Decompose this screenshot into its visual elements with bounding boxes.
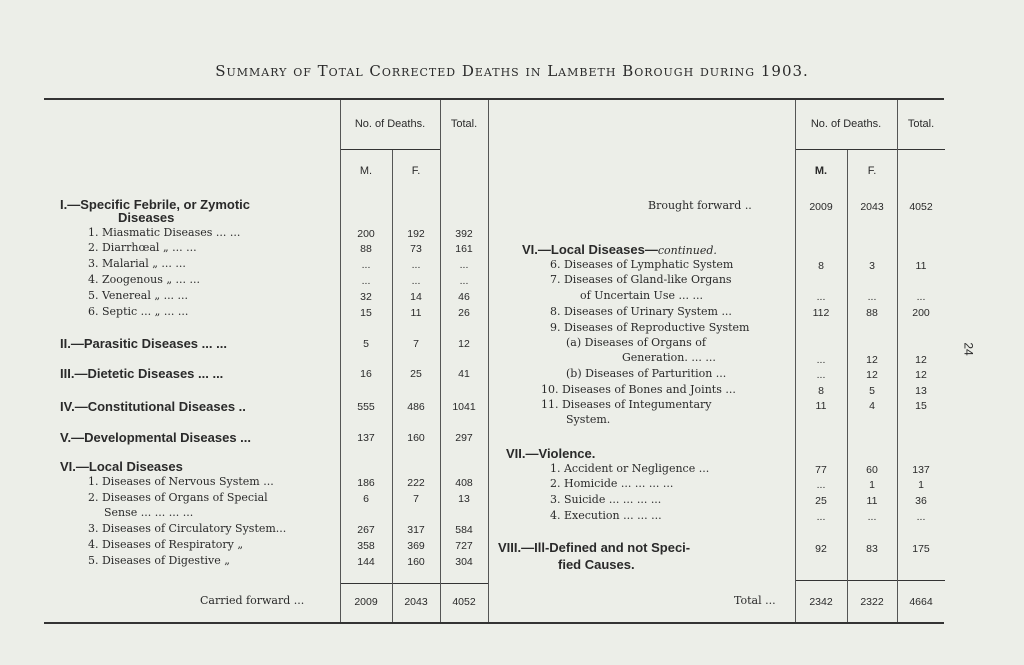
cell-total: 137	[912, 464, 930, 476]
right-row-label: fied Causes.	[558, 557, 635, 572]
cell-f: 60	[866, 464, 878, 476]
header-male-right: M.	[814, 165, 828, 177]
cell-m: 112	[812, 307, 830, 319]
cell-f: 160	[407, 432, 425, 444]
right-row-label: 3. Suicide ... ... ... ...	[550, 493, 662, 506]
cell-m: ...	[816, 291, 826, 303]
cell-total: 392	[455, 228, 473, 240]
cell-f: 160	[407, 556, 425, 568]
cell-f: ...	[867, 291, 877, 303]
right-row-label: 11. Diseases of Integumentary	[541, 398, 712, 411]
cell-m: ...	[361, 259, 371, 271]
cell-f: 12	[866, 354, 878, 366]
left-row-label: 3. Malarial „ ... ...	[88, 257, 186, 270]
cell-total: 12	[915, 369, 927, 381]
header-no-of-deaths: No. of Deaths.	[354, 118, 426, 130]
cell-m: 6	[363, 493, 369, 505]
right-header-rule	[795, 149, 945, 150]
left-row-label: Carried forward ...	[200, 594, 305, 607]
cell-f: 11	[866, 495, 878, 507]
right-row-label: 10. Diseases of Bones and Joints ...	[541, 383, 736, 396]
cell-f: 3	[869, 260, 875, 272]
left-row-label: 5. Venereal „ ... ...	[88, 289, 189, 302]
page-title: Summary of Total Corrected Deaths in Lambeth Borough during 1903.	[215, 62, 809, 80]
cell-m: 186	[357, 477, 375, 489]
cell-total: 4664	[909, 596, 933, 608]
left-row-label: VI.—Local Diseases	[60, 459, 183, 474]
left-row-label: III.—Dietetic Diseases ... ...	[60, 366, 224, 381]
left-row-label: 2. Diarrhœal „ ... ...	[88, 241, 197, 254]
cell-m: 137	[357, 432, 375, 444]
cell-total: 1041	[452, 401, 476, 413]
cell-f: 2043	[404, 596, 428, 608]
cell-f: ...	[411, 259, 421, 271]
left-row-label: Sense ... ... ... ...	[104, 506, 194, 519]
right-row-label: VIII.—Ill-Defined and not Speci-	[498, 540, 691, 555]
cell-f: 486	[407, 401, 425, 413]
cell-f: 5	[869, 385, 875, 397]
cell-m: ...	[816, 479, 826, 491]
left-header-rule	[340, 149, 440, 150]
right-row-label: 7. Diseases of Gland-like Organs	[550, 273, 732, 286]
left-row-label: 1. Diseases of Nervous System ...	[88, 475, 274, 488]
right-row-label: Brought forward ..	[648, 199, 752, 212]
cell-total: 12	[915, 354, 927, 366]
cell-total: 161	[455, 243, 473, 255]
cell-f: 7	[413, 338, 419, 350]
cell-m: 2009	[354, 596, 378, 608]
cell-total: 4052	[909, 201, 933, 213]
cell-f: 317	[407, 524, 425, 536]
header-total: Total.	[450, 118, 478, 130]
col-divider	[488, 100, 489, 622]
cell-m: 5	[363, 338, 369, 350]
cell-m: ...	[361, 275, 371, 287]
cell-total: 12	[458, 338, 470, 350]
cell-f: 2043	[860, 201, 884, 213]
right-section-heading: VI.—Local Diseases—continued.	[522, 242, 717, 257]
cell-m: 2009	[809, 201, 833, 213]
cell-f: 14	[410, 291, 422, 303]
cell-total: 727	[455, 540, 473, 552]
cell-m: 2342	[809, 596, 833, 608]
cell-f: 11	[410, 307, 422, 319]
cell-m: 92	[815, 543, 827, 555]
cell-m: 358	[357, 540, 375, 552]
left-row-label: 4. Diseases of Respiratory „	[88, 538, 244, 551]
right-row-label: (a) Diseases of Organs of	[566, 336, 706, 349]
cell-f: 25	[410, 368, 422, 380]
right-section-heading: VII.—Violence.	[506, 446, 596, 461]
cell-m: ...	[816, 354, 826, 366]
cell-f: 88	[866, 307, 878, 319]
cell-total: 26	[458, 307, 470, 319]
cell-m: 267	[357, 524, 375, 536]
cell-total: 36	[915, 495, 927, 507]
cell-m: 8	[818, 385, 824, 397]
cell-m: 77	[815, 464, 827, 476]
left-row-label: 6. Septic ... „ ... ...	[88, 305, 189, 318]
left-row-label: 3. Diseases of Circulatory System...	[88, 522, 287, 535]
right-row-label: 6. Diseases of Lymphatic System	[550, 258, 734, 271]
cell-total: 13	[458, 493, 470, 505]
header-female: F.	[411, 165, 421, 177]
table-bottom-rule	[44, 622, 944, 624]
header-male: M.	[359, 165, 373, 177]
cell-m: 88	[360, 243, 372, 255]
cell-total: 304	[455, 556, 473, 568]
left-row-label: Diseases	[118, 210, 175, 225]
cell-total: ...	[916, 511, 926, 523]
cell-total: 41	[458, 368, 470, 380]
cell-total: 200	[912, 307, 930, 319]
page-number: 24	[961, 342, 976, 356]
cell-f: 192	[407, 228, 425, 240]
header-female-right: F.	[867, 165, 877, 177]
cell-f: ...	[411, 275, 421, 287]
left-row-label: 4. Zoogenous „ ... ...	[88, 273, 201, 286]
cell-m: 32	[360, 291, 372, 303]
cell-m: 16	[360, 368, 372, 380]
cell-m: 8	[818, 260, 824, 272]
cell-total: 11	[915, 260, 927, 272]
right-row-label: (b) Diseases of Parturition ...	[566, 367, 727, 380]
left-sum-rule	[340, 583, 488, 584]
cell-f: 2322	[860, 596, 884, 608]
table-top-rule	[44, 98, 944, 100]
right-row-label: System.	[566, 413, 611, 426]
cell-total: 297	[455, 432, 473, 444]
header-no-of-deaths-right: No. of Deaths.	[810, 118, 882, 130]
right-row-label: 8. Diseases of Urinary System ...	[550, 305, 732, 318]
cell-f: 1	[869, 479, 875, 491]
cell-total: 584	[455, 524, 473, 536]
cell-total: 175	[912, 543, 930, 555]
cell-total: 46	[458, 291, 470, 303]
cell-m: 11	[815, 400, 827, 412]
cell-f: 12	[866, 369, 878, 381]
cell-total: 4052	[452, 596, 476, 608]
cell-f: 83	[866, 543, 878, 555]
cell-f: 73	[410, 243, 422, 255]
cell-f: 369	[407, 540, 425, 552]
cell-m: 15	[360, 307, 372, 319]
cell-total: 1	[918, 479, 924, 491]
right-sum-rule	[795, 580, 945, 581]
cell-total: ...	[916, 291, 926, 303]
right-row-label: 2. Homicide ... ... ... ...	[550, 477, 674, 490]
cell-m: ...	[816, 511, 826, 523]
right-row-label: Total ...	[734, 594, 776, 607]
cell-m: 25	[815, 495, 827, 507]
left-row-label: 5. Diseases of Digestive „	[88, 554, 230, 567]
cell-total: 15	[915, 400, 927, 412]
cell-total: ...	[459, 275, 469, 287]
cell-f: ...	[867, 511, 877, 523]
cell-m: ...	[816, 369, 826, 381]
cell-m: 144	[357, 556, 375, 568]
cell-m: 555	[357, 401, 375, 413]
left-row-label: II.—Parasitic Diseases ... ...	[60, 336, 227, 351]
left-row-label: 2. Diseases of Organs of Special	[88, 491, 268, 504]
cell-m: 200	[357, 228, 375, 240]
cell-total: 408	[455, 477, 473, 489]
cell-f: 222	[407, 477, 425, 489]
cell-total: ...	[459, 259, 469, 271]
right-row-label: 4. Execution ... ... ...	[550, 509, 662, 522]
right-row-label: of Uncertain Use ... ...	[580, 289, 703, 302]
header-total-right: Total.	[907, 118, 935, 130]
right-row-label: 1. Accident or Negligence ...	[550, 462, 710, 475]
left-row-label: I.—Specific Febrile, or Zymotic	[60, 197, 250, 212]
cell-f: 4	[869, 400, 875, 412]
left-row-label: V.—Developmental Diseases ...	[60, 430, 252, 445]
cell-total: 13	[915, 385, 927, 397]
cell-f: 7	[413, 493, 419, 505]
right-row-label: Generation. ... ...	[622, 351, 716, 364]
left-row-label: 1. Miasmatic Diseases ... ...	[88, 226, 241, 239]
left-row-label: IV.—Constitutional Diseases ..	[60, 399, 246, 414]
right-row-label: 9. Diseases of Reproductive System	[550, 321, 750, 334]
